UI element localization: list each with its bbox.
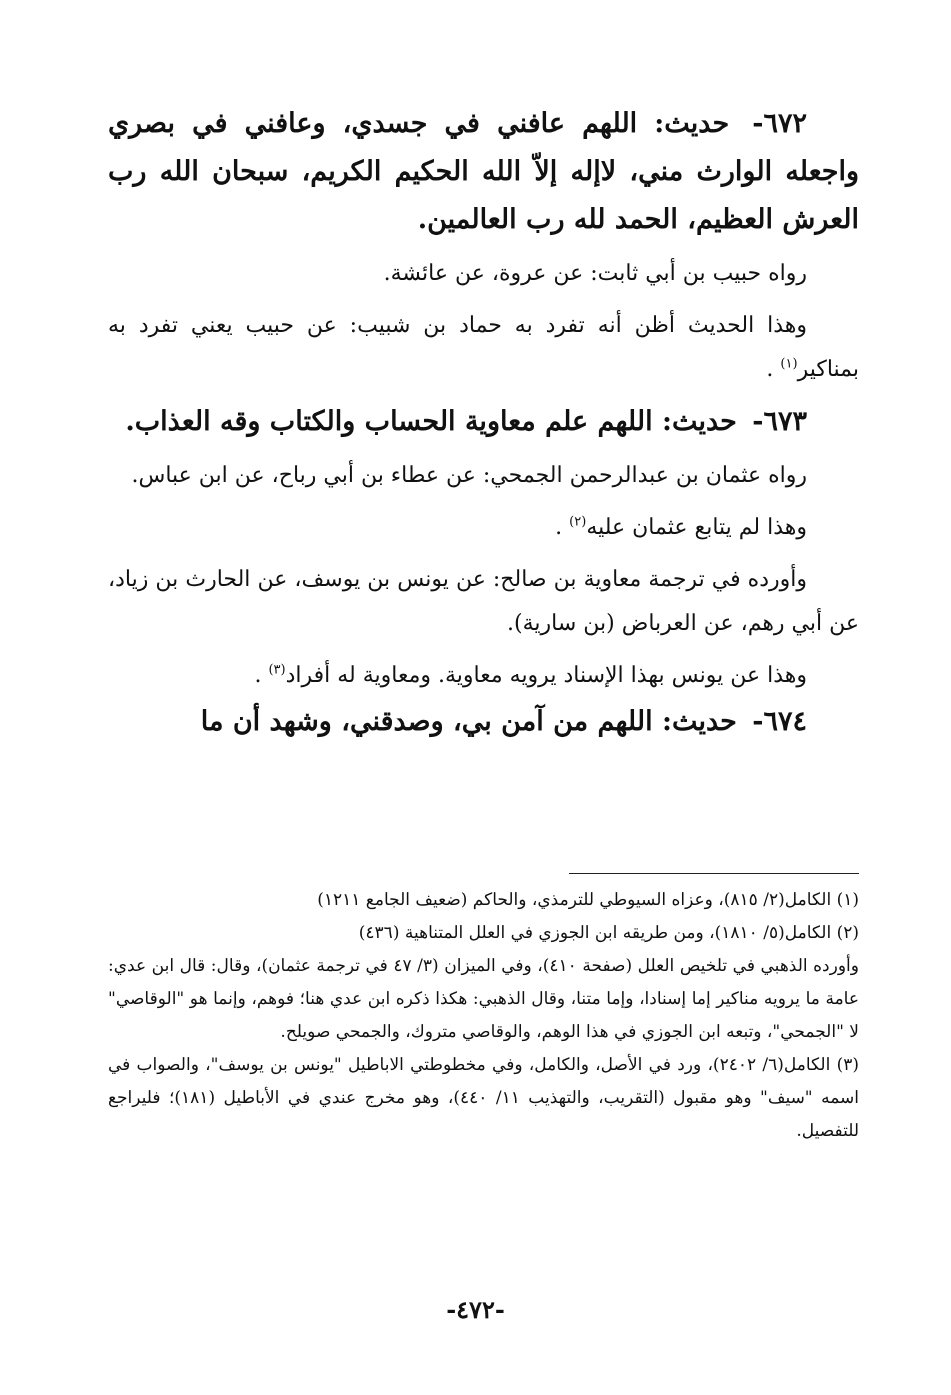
page-number: -٤٧٢- (446, 1295, 505, 1324)
commentary-paragraph (108, 304, 859, 392)
narration-paragraph: رواه حبيب بن أبي ثابت: عن عروة، عن عائشة. (383, 261, 807, 286)
footnote-2: (٢) الكامل(٥/ ١٨١٠)، ومن طريقه ابن الجوزي في العلل المتناهية (٤٣٦) (358, 923, 859, 943)
hadith-text: حديث: اللهم علم معاوية الحساب والكتاب وقه العذاب. (125, 406, 737, 437)
commentary-paragraph (108, 506, 859, 550)
hadith-number: ٦٧٤- (752, 706, 807, 737)
sentence-end: . (254, 663, 262, 688)
hadith-text: حديث: اللهم عافني في جسدي، وعافني في بصري واجعله الوارث مني، لاإله إلاّ الله الحكيم الكريم، سبحان الله رب العرش العظيم، الحمد لله رب العالمين. (108, 108, 859, 235)
footnote-3: (٣) الكامل(٦/ ٢٤٠٢)، ورد في الأصل، والكامل، وفي مخطوطتي الاباطيل "يونس بن يوسف"، والصواب في اسمه "سيف" وهو مقبول (التقريب، والتهذيب ١١/ ٤٤٠)، وهو مخرج عندي في الأباطيل (١٨١)؛ فليراجع للتفصيل. (108, 1055, 859, 1141)
footnote-marker: (٣) (268, 662, 286, 678)
sentence-end: . (766, 357, 774, 382)
hadith-text: حديث: اللهم من آمن بي، وصدقني، وشهد أن ما (200, 706, 737, 737)
narration-paragraph: رواه عثمان بن عبدالرحمن الجمحي: عن عطاء بن أبي رباح، عن ابن عباس. (131, 463, 807, 488)
hadith-heading-672 (108, 100, 859, 244)
hadith-number: ٦٧٢- (752, 108, 807, 139)
footnote-separator (569, 873, 859, 874)
commentary-text: وهذا عن يونس بهذا الإسناد يرويه معاوية. ومعاوية له أفراد (285, 663, 807, 688)
footnote-1: (١) الكامل(٢/ ٨١٥)، وعزاه السيوطي للترمذي، والحاكم (ضعيف الجامع ١٢١١) (317, 890, 859, 910)
hadith-heading-673 (108, 398, 859, 446)
footnotes (108, 884, 859, 1148)
main-text (108, 100, 859, 746)
hadith-heading-674 (108, 698, 859, 746)
footnote-marker: (١) (780, 356, 798, 372)
hadith-number: ٦٧٣- (752, 406, 807, 437)
commentary-text: وهذا الحديث أظن أنه تفرد به حماد بن شبيب: عن حبيب يعني تفرد به بمناكير (108, 313, 859, 382)
commentary-paragraph: وأورده في ترجمة معاوية بن صالح: عن يونس بن يوسف، عن الحارث بن زياد، عن أبي رهم، عن العرباض (بن سارية). (108, 567, 859, 636)
footnote-2-continued: وأورده الذهبي في تلخيص العلل (صفحة ٤١٠)، وفي الميزان (٣/ ٤٧ في ترجمة عثمان)، وقال: قال ابن عدي: عامة ما يرويه مناكير إما إسنادا، وإما متنا، وقال الذهبي: هكذا ذكره ابن عدي هنا؛ فوهم، وإنما هو "الوقاصي" لا "الجمحي"، وتبعه ابن الجوزي في هذا الوهم، والوقاصي متروك، والجمحي صويلح. (108, 956, 859, 1042)
footnote-marker: (٢) (569, 514, 587, 530)
commentary-text: وهذا لم يتابع عثمان عليه (586, 515, 807, 540)
commentary-paragraph (108, 654, 859, 698)
sentence-end: . (555, 515, 563, 540)
